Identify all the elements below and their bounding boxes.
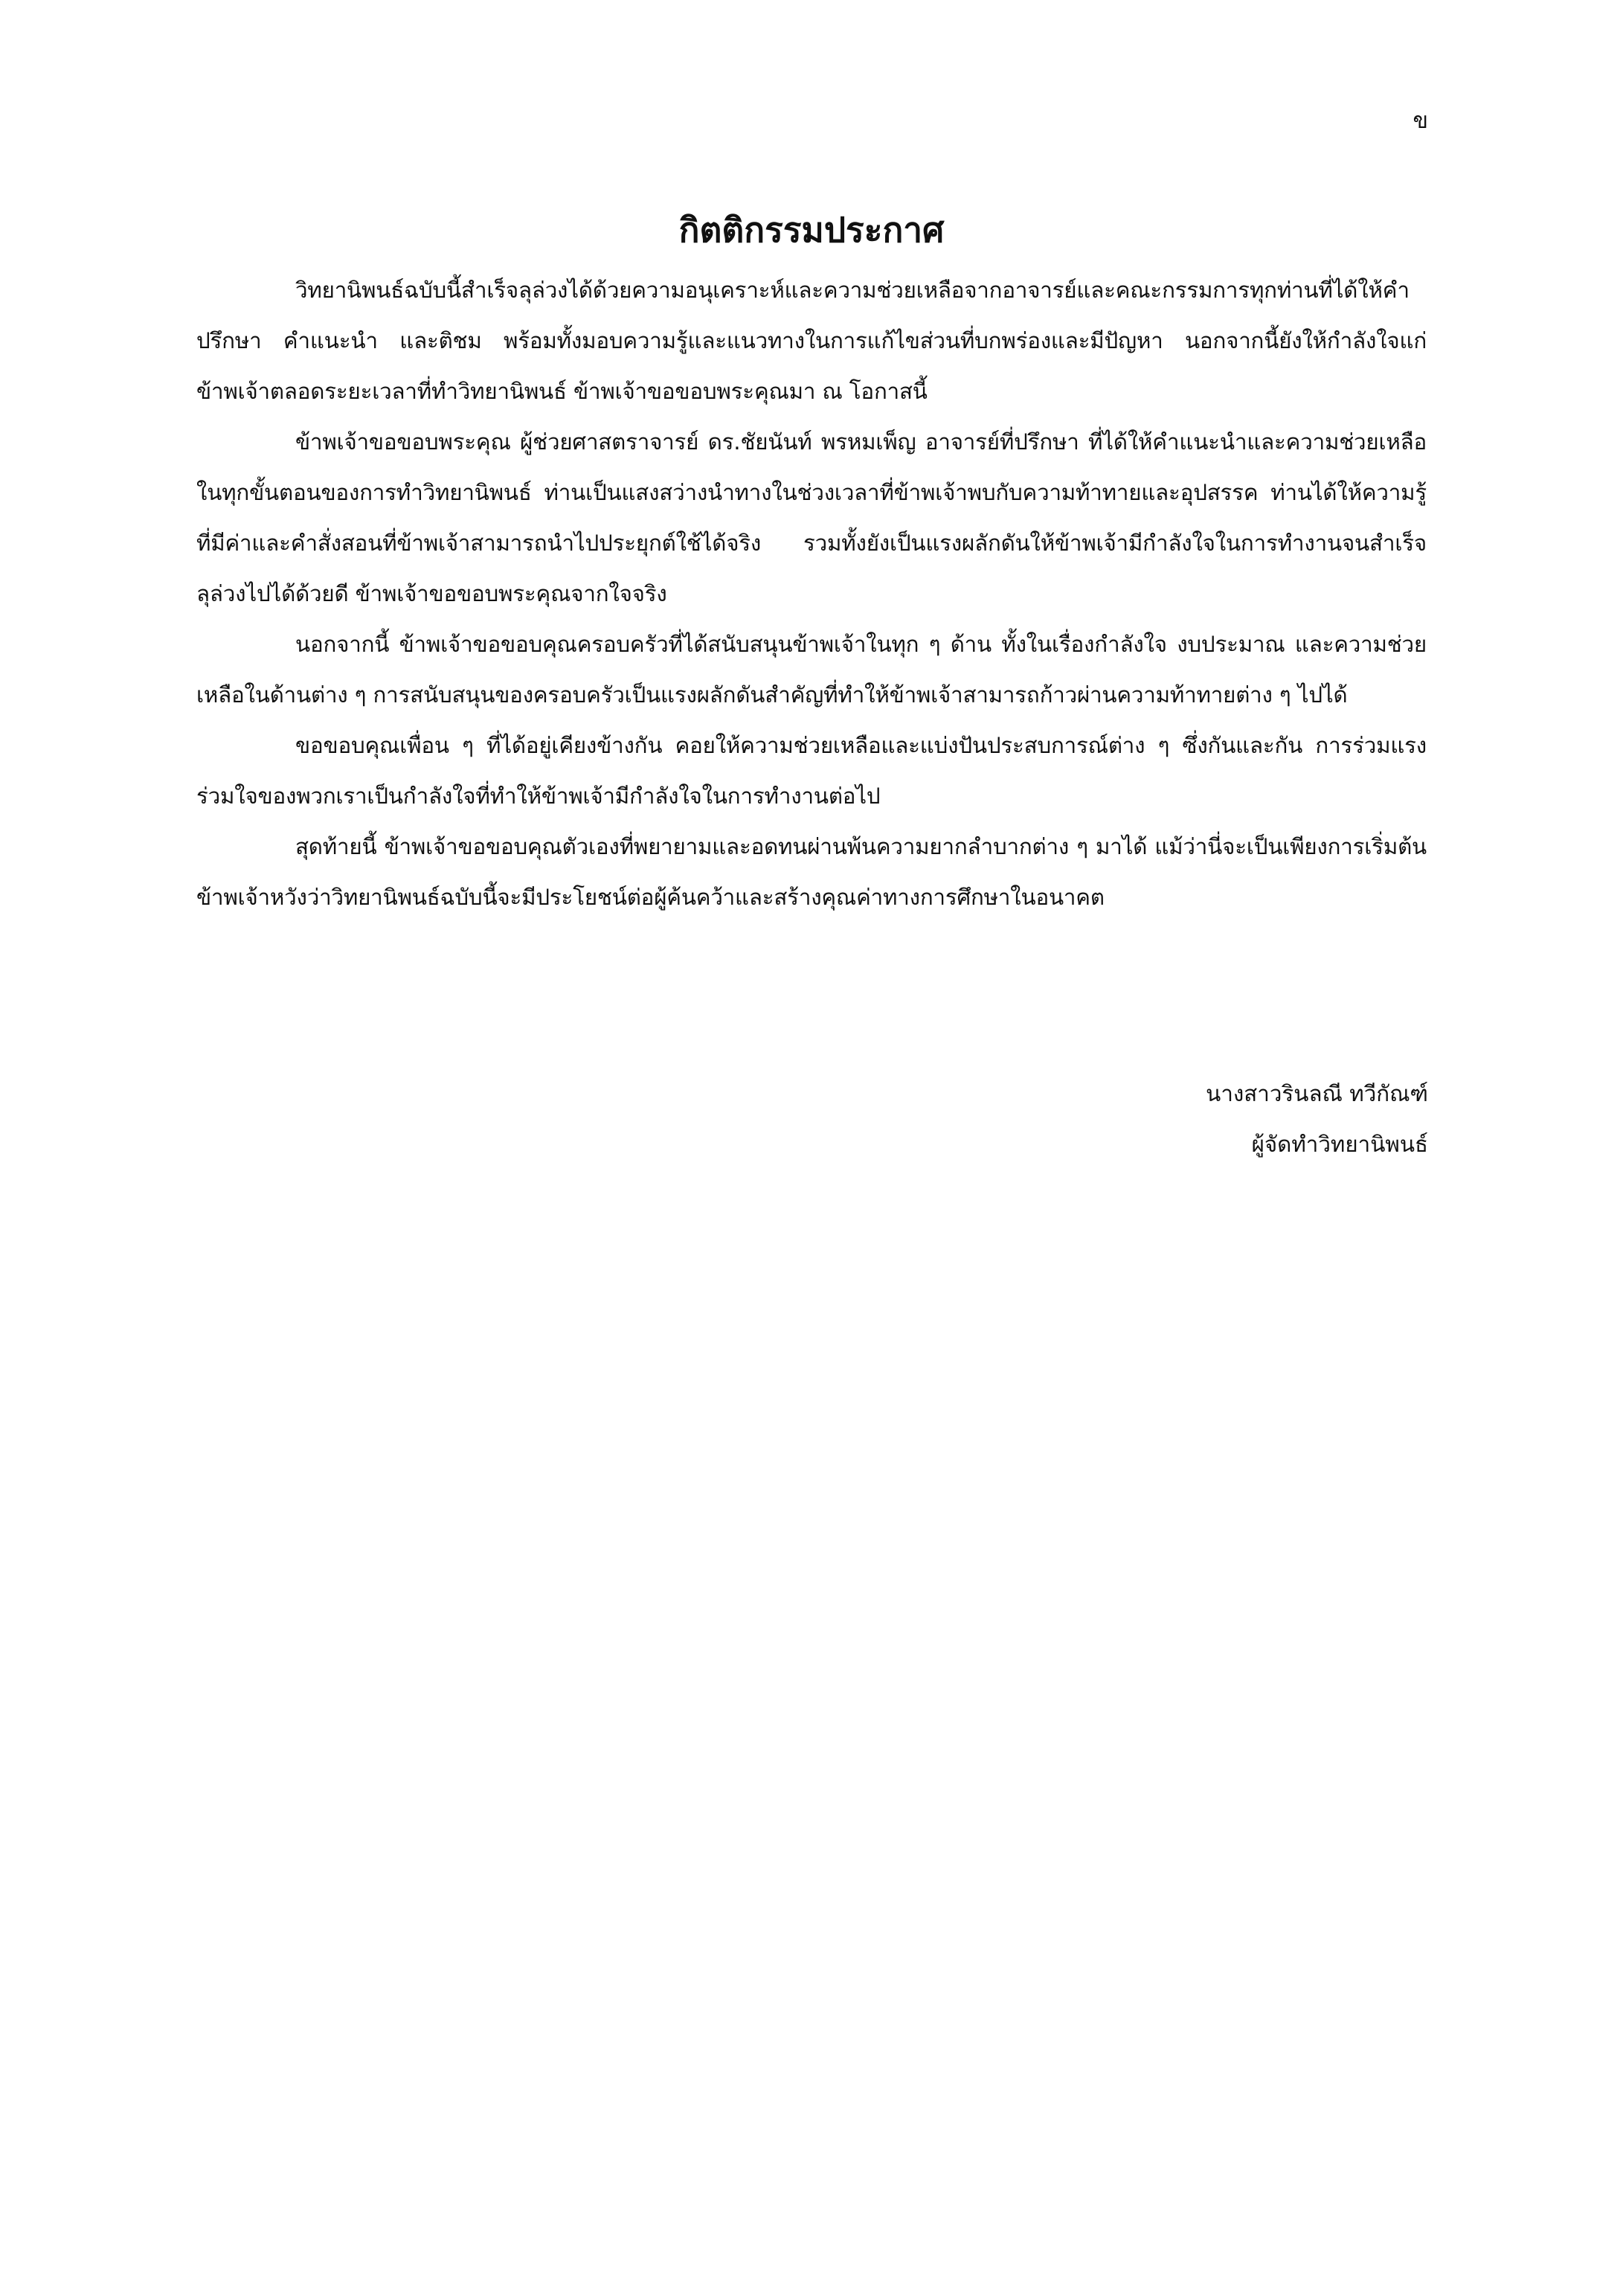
paragraph-3: นอกจากนี้ ข้าพเจ้าขอขอบคุณครอบครัวที่ได้สนับสนุนข้าพเจ้าในทุก ๆ ด้าน ทั้งในเรื่องกำลังใจ งบประมาณ และความช่วยเหลือในด้านต่าง ๆ การสนับสนุนของครอบครัวเป็นแรงผลักดันสำคัญที่ทำให้ข้าพเจ้าสามารถก้าวผ่านความท้าทายต่าง ๆ ไปได้ [196, 632, 1427, 708]
paragraph-2: ข้าพเจ้าขอขอบพระคุณ ผู้ช่วยศาสตราจารย์ ดร.ชัยนันท์ พรหมเพ็ญ อาจารย์ที่ปรึกษา ที่ได้ให้คำแนะนำและความช่วยเหลือในทุกขั้นตอนของการทำวิทยานิพนธ์ ท่านเป็นแสงสว่างนำทางในช่วงเวลาที่ข้าพเจ้าพบกับความท้าทายและอุปสรรค ท่านได้ให้ความรู้ที่มีค่าและคำสั่งสอนที่ข้าพเจ้าสามารถนำไปประยุกต์ใช้ได้จริง รวมทั้งยังเป็นแรงผลักดันให้ข้าพเจ้ามีกำลังใจในการทำงานจนสำเร็จลุล่วงไปได้ด้วยดี ข้าพเจ้าขอขอบพระคุณจากใจจริง [196, 429, 1427, 606]
acknowledgement-body [196, 265, 1427, 923]
paragraph-5: สุดท้ายนี้ ข้าพเจ้าขอขอบคุณตัวเองที่พยายามและอดทนผ่านพ้นความยากลำบากต่าง ๆ มาได้ แม้ว่านี่จะเป็นเพียงการเริ่มต้น ข้าพเจ้าหวังว่าวิทยานิพนธ์ฉบับนี้จะมีประโยชน์ต่อผู้ค้นคว้าและสร้างคุณค่าทางการศึกษาในอนาคต [196, 834, 1427, 910]
paragraph-1: วิทยานิพนธ์ฉบับนี้สำเร็จลุล่วงได้ด้วยความอนุเคราะห์และความช่วยเหลือจากอาจารย์และคณะกรรมการทุกท่านที่ได้ให้คำปรึกษา คำแนะนำ และติชม พร้อมทั้งมอบความรู้และแนวทางในการแก้ไขส่วนที่บกพร่องและมีปัญหา นอกจากนี้ยังให้กำลังใจแก่ข้าพเจ้าตลอดระยะเวลาที่ทำวิทยานิพนธ์ ข้าพเจ้าขอขอบพระคุณมา ณ โอกาสนี้ [196, 278, 1427, 404]
signature-name: นางสาวรินลณี ทวีกัณฑ์ [1206, 1081, 1428, 1106]
signature-role: ผู้จัดทำวิทยานิพนธ์ [1251, 1132, 1428, 1157]
paragraph-4: ขอขอบคุณเพื่อน ๆ ที่ได้อยู่เคียงข้างกัน คอยให้ความช่วยเหลือและแบ่งปันประสบการณ์ต่าง ๆ ซึ่งกันและกัน การร่วมแรงร่วมใจของพวกเราเป็นกำลังใจที่ทำให้ข้าพเจ้ามีกำลังใจในการทำงานต่อไป [196, 733, 1427, 809]
page-title: กิตติกรรมประกาศ [678, 210, 945, 250]
page-number: ข [1413, 108, 1428, 134]
signature-block [1206, 1068, 1428, 1170]
